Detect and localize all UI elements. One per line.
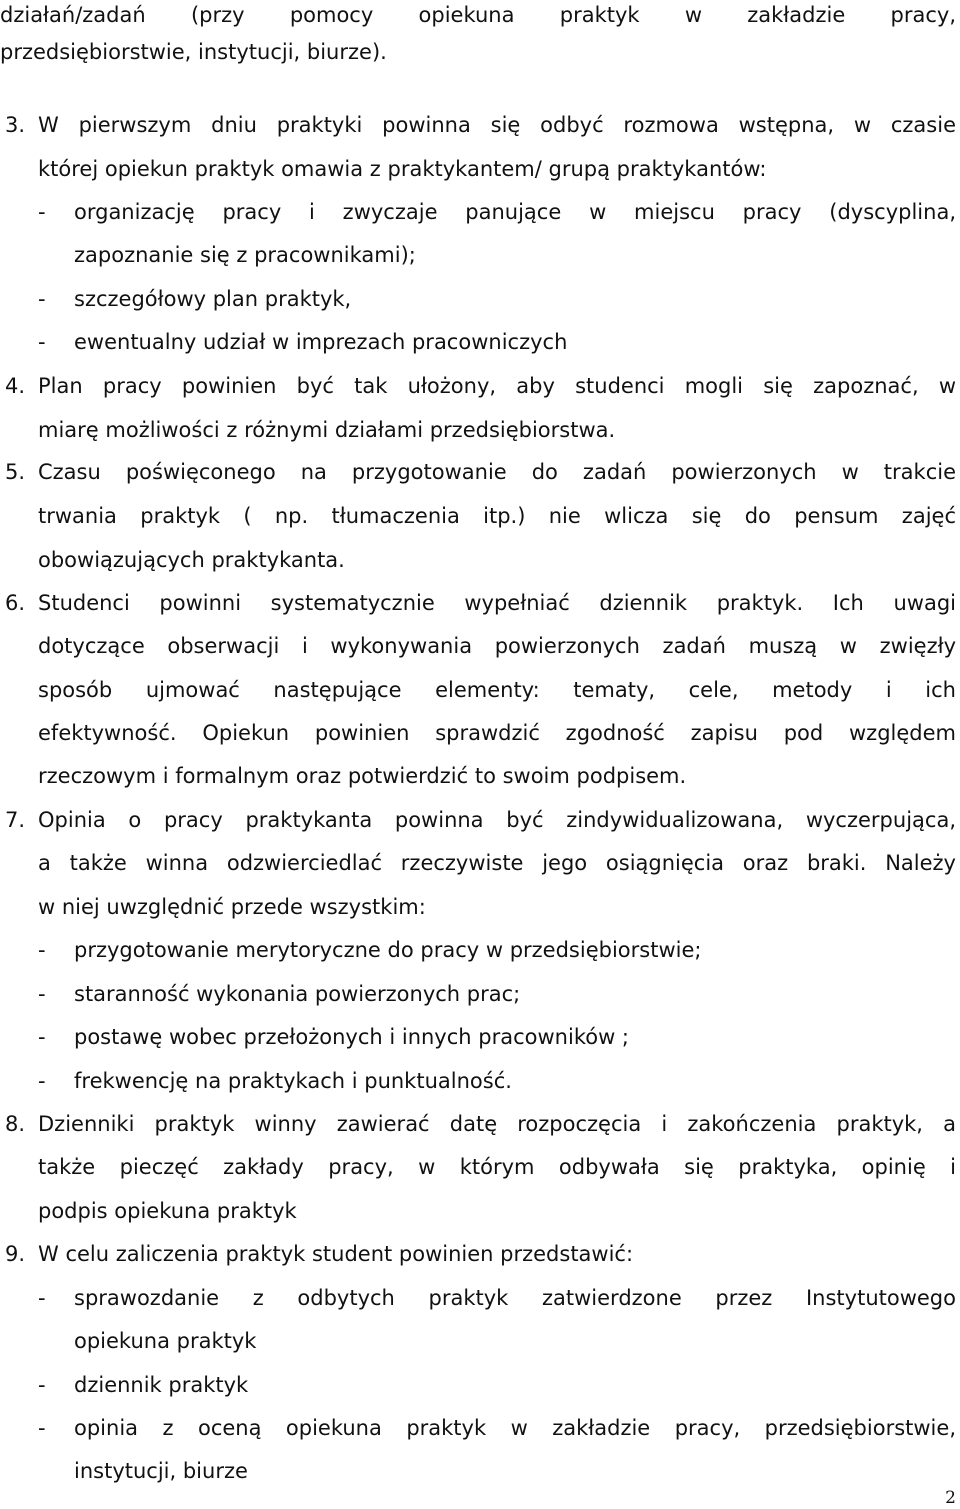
list-item-3 (0, 110, 960, 140)
line-text: trwania praktyk ( np. tłumaczenia itp.) nie wlicza się do pensum zajęć (38, 504, 956, 528)
line-text: której opiekun praktyk omawia z praktykantem/ grupą praktykantów: (38, 157, 767, 181)
line-text: frekwencję na praktykach i punktualność. (74, 1069, 512, 1093)
bullet-item (0, 1022, 960, 1052)
line-text: szczegółowy plan praktyk, (74, 287, 352, 311)
line-text: instytucji, biurze (74, 1459, 248, 1483)
bullet-item (0, 197, 960, 227)
list-number: 5. (5, 460, 26, 484)
bullet-dash: - (38, 982, 46, 1006)
bullet-item (0, 1370, 960, 1400)
line-text: Opinia o pracy praktykanta powinna być zindywidualizowana, wyczerpująca, (38, 808, 956, 832)
line-text: sposób ujmować następujące elementy: tematy, cele, metody i ich (38, 678, 956, 702)
line-text: sprawozdanie z odbytych praktyk zatwierdzone przez Instytutowego (74, 1286, 956, 1310)
paragraph-line (0, 675, 960, 705)
list-item-6 (0, 588, 960, 618)
bullet-dash: - (38, 287, 46, 311)
line-text: staranność wykonania powierzonych prac; (74, 982, 521, 1006)
paragraph-line (0, 545, 960, 575)
line-text: efektywność. Opiekun powinien sprawdzić zgodność zapisu pod względem (38, 721, 956, 745)
page-number: 2 (945, 1488, 956, 1508)
paragraph-line (0, 718, 960, 748)
paragraph-line (0, 501, 960, 531)
bullet-item (0, 327, 960, 357)
line-text: ewentualny udział w imprezach pracowniczych (74, 330, 568, 354)
paragraph-line (0, 37, 960, 67)
line-text: podpis opiekuna praktyk (38, 1199, 297, 1223)
line-text: dziennik praktyk (74, 1373, 249, 1397)
list-item-9 (0, 1239, 960, 1269)
list-number: 8. (5, 1112, 26, 1136)
line-text: w niej uwzględnić przede wszystkim: (38, 895, 426, 919)
line-text: przygotowanie merytoryczne do pracy w przedsiębiorstwie; (74, 938, 702, 962)
line-text: W pierwszym dniu praktyki powinna się odbyć rozmowa wstępna, w czasie (38, 113, 956, 137)
line-text: postawę wobec przełożonych i innych pracowników ; (74, 1025, 630, 1049)
paragraph-line (0, 0, 960, 30)
paragraph-line (0, 848, 960, 878)
line-text: działań/zadań (przy pomocy opiekuna praktyk w zakładzie pracy, (0, 3, 956, 27)
list-number: 7. (5, 808, 26, 832)
line-text: Czasu poświęconego na przygotowanie do zadań powierzonych w trakcie (38, 460, 956, 484)
list-number: 4. (5, 374, 26, 398)
paragraph-line (0, 1326, 960, 1356)
bullet-dash: - (38, 1069, 46, 1093)
bullet-dash: - (38, 938, 46, 962)
bullet-item (0, 284, 960, 314)
line-text: organizację pracy i zwyczaje panujące w miejscu pracy (dyscyplina, (74, 200, 956, 224)
bullet-dash: - (38, 330, 46, 354)
line-text: dotyczące obserwacji i wykonywania powierzonych zadań muszą w zwięzły (38, 634, 956, 658)
line-text: zapoznanie się z pracownikami); (74, 243, 416, 267)
line-text: przedsiębiorstwie, instytucji, biurze). (0, 40, 387, 64)
paragraph-line (0, 240, 960, 270)
list-number: 6. (5, 591, 26, 615)
line-text: W celu zaliczenia praktyk student powinien przedstawić: (38, 1242, 634, 1266)
paragraph-line (0, 631, 960, 661)
bullet-item (0, 979, 960, 1009)
paragraph-line (0, 154, 960, 184)
bullet-item (0, 935, 960, 965)
bullet-dash: - (38, 200, 46, 224)
line-text: obowiązujących praktykanta. (38, 548, 345, 572)
paragraph-line (0, 1456, 960, 1486)
bullet-item (0, 1413, 960, 1443)
list-item-8 (0, 1109, 960, 1139)
list-number: 3. (5, 113, 26, 137)
line-text: a także winna odzwierciedlać rzeczywiste jego osiągnięcia oraz braki. Należy (38, 851, 956, 875)
paragraph-line (0, 1152, 960, 1182)
line-text: rzeczowym i formalnym oraz potwierdzić to swoim podpisem. (38, 764, 687, 788)
line-text: Dzienniki praktyk winny zawierać datę rozpoczęcia i zakończenia praktyk, a (38, 1112, 956, 1136)
bullet-dash: - (38, 1286, 46, 1310)
list-item-5 (0, 457, 960, 487)
list-number: 9. (5, 1242, 26, 1266)
line-text: Studenci powinni systematycznie wypełniać dziennik praktyk. Ich uwagi (38, 591, 956, 615)
bullet-item (0, 1066, 960, 1096)
bullet-item (0, 1283, 960, 1313)
bullet-dash: - (38, 1025, 46, 1049)
list-item-4 (0, 371, 960, 401)
line-text: opiekuna praktyk (74, 1329, 257, 1353)
line-text: Plan pracy powinien być tak ułożony, aby studenci mogli się zapoznać, w (38, 374, 956, 398)
bullet-dash: - (38, 1416, 46, 1440)
line-text: także pieczęć zakłady pracy, w którym odbywała się praktyka, opinię i (38, 1155, 956, 1179)
paragraph-line (0, 761, 960, 791)
line-text: miarę możliwości z różnymi działami przedsiębiorstwa. (38, 418, 616, 442)
list-item-7 (0, 805, 960, 835)
paragraph-line (0, 415, 960, 445)
bullet-dash: - (38, 1373, 46, 1397)
line-text: opinia z oceną opiekuna praktyk w zakładzie pracy, przedsiębiorstwie, (74, 1416, 956, 1440)
paragraph-line (0, 892, 960, 922)
paragraph-line (0, 1196, 960, 1226)
